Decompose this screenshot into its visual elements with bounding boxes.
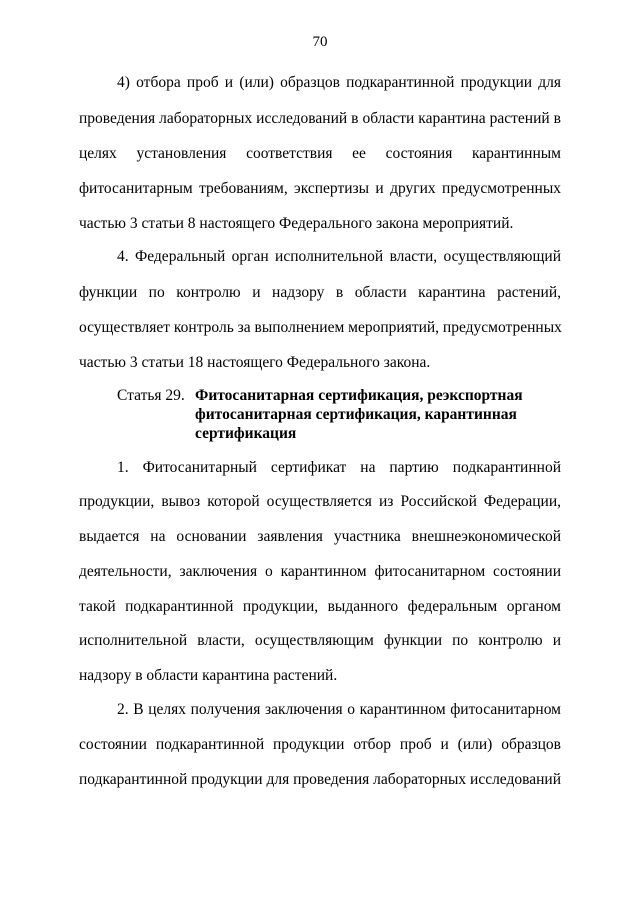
text-line: исполнительной власти, осуществляющим функции по контролю и [79, 632, 561, 649]
article-title-line: Фитосанитарная сертификация, реэкспортная [195, 387, 523, 404]
text-line: функции по контролю и надзору в области карантина растений, [79, 284, 561, 301]
text-line: состоянии подкарантинной продукции отбор проб и (или) образцов [79, 736, 561, 753]
text-line: 4. Федеральный орган исполнительной власти, осуществляющий [117, 248, 561, 265]
text-line: 4) отбора проб и (или) образцов подкарантинной продукции для [117, 74, 561, 91]
text-line: осуществляет контроль за выполнением мероприятий, предусмотренных [79, 319, 562, 336]
page-number: 70 [312, 34, 328, 50]
text-line: фитосанитарным требованиям, экспертизы и других предусмотренных [79, 180, 561, 197]
text-line: надзору в области карантина растений. [79, 667, 338, 684]
text-line: частью 3 статьи 8 настоящего Федерального закона мероприятий. [79, 215, 514, 232]
text-line: 1. Фитосанитарный сертификат на партию подкарантинной [117, 459, 561, 476]
text-line: 2. В целях получения заключения о карантинном фитосанитарном [117, 701, 561, 718]
text-line: частью 3 статьи 18 настоящего Федерального закона. [79, 354, 431, 371]
text-line: целях установления соответствия ее состояния карантинным [79, 145, 561, 162]
text-line: выдается на основании заявления участника внешнеэкономической [79, 528, 561, 545]
article-title-line: сертификация [195, 425, 297, 442]
text-line: проведения лабораторных исследований в области карантина растений в [79, 110, 561, 127]
text-line: продукции, вывоз которой осуществляется из Российской Федерации, [79, 493, 561, 510]
article-title-line: фитосанитарная сертификация, карантинная [195, 406, 517, 423]
article-number: Статья 29. [117, 387, 185, 404]
text-line: подкарантинной продукции для проведения лабораторных исследований [79, 771, 561, 788]
text-line: деятельности, заключения о карантинном фитосанитарном состоянии [79, 563, 561, 580]
text-line: такой подкарантинной продукции, выданного федеральным органом [79, 598, 561, 615]
